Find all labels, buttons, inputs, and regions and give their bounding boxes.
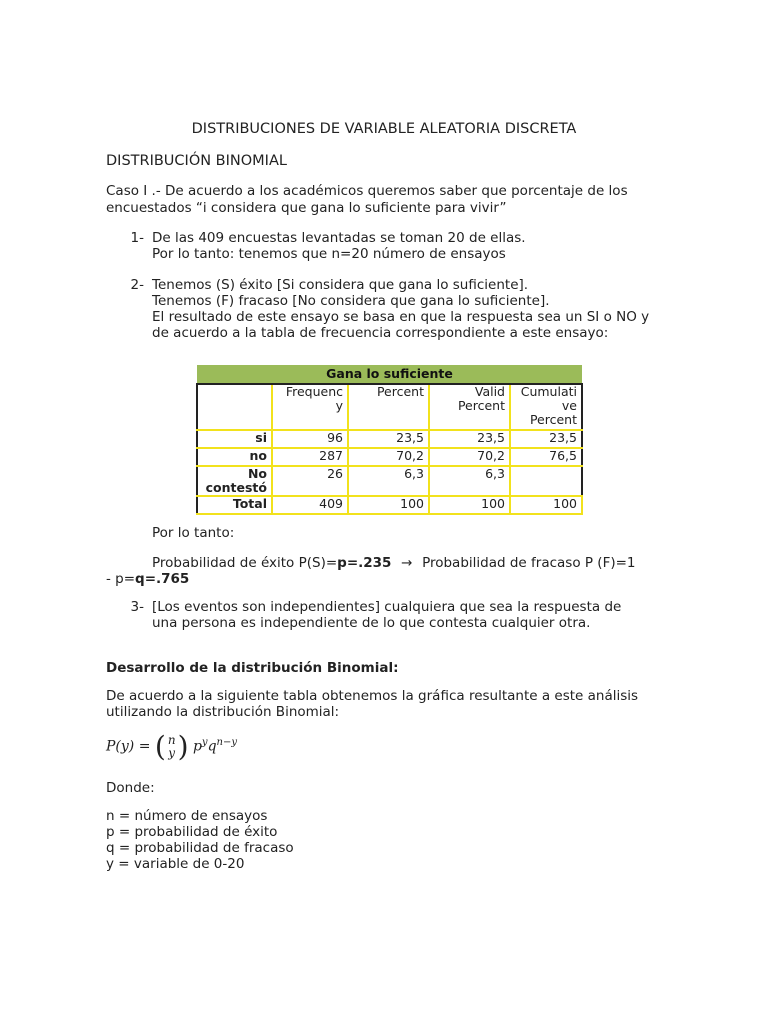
formula-p-exponent: y [201, 736, 208, 748]
item-2-line-1: Tenemos (S) éxito [Si considera que gana lo suficiente]. [152, 277, 529, 293]
table-row [197, 496, 582, 514]
binomial-formula [106, 730, 237, 763]
item-2-number: 2- [130, 277, 144, 293]
item-3-line-2: una persona es independiente de lo que contesta cualquier otra. [152, 615, 591, 631]
table-row-label: Total [197, 496, 272, 514]
table-cell: 409 [272, 496, 348, 514]
item-3-line-1: [Los eventos son independientes] cualquiera que sea la respuesta de [152, 599, 622, 615]
table-row-label: no [197, 448, 272, 466]
table-cell: 23,5 [429, 430, 510, 448]
table-row [197, 448, 582, 466]
arrow-right-icon: → [401, 555, 413, 571]
formula-paren-right: ) [177, 730, 189, 763]
prob-failure-label: Probabilidad de fracaso P (F)=1 [422, 555, 636, 571]
prob-failure-prefix: - p= [106, 571, 136, 587]
table-cell [510, 466, 582, 496]
probability-failure-line [106, 571, 189, 587]
definition-item: y = variable de 0-20 [106, 856, 245, 872]
table-header-cell: Valid Percent [429, 384, 510, 430]
formula-p: p [192, 738, 202, 755]
formula-lhs: P(y) = [106, 738, 151, 755]
formula-n: n [167, 732, 176, 747]
item-2-line-2: Tenemos (F) fracaso [No considera que gana lo suficiente]. [152, 293, 550, 309]
item-1-line-1: De las 409 encuestas levantadas se toman 20 de ellas. [152, 230, 526, 246]
section-heading-desarrollo: Desarrollo de la distribución Binomial: [106, 660, 399, 676]
table-cell: 70,2 [348, 448, 429, 466]
desc-line-2: utilizando la distribución Binomial: [106, 704, 340, 720]
table-caption: Gana lo suficiente [197, 365, 582, 384]
table-row [197, 430, 582, 448]
table-cell: 23,5 [348, 430, 429, 448]
table-cell: 76,5 [510, 448, 582, 466]
table-cell: 287 [272, 448, 348, 466]
table-cell: 100 [510, 496, 582, 514]
table-cell: 6,3 [348, 466, 429, 496]
caso-line-1: Caso I .- De acuerdo a los académicos queremos saber que porcentaje de los [106, 183, 628, 199]
table-row-label: No contestó [197, 466, 272, 496]
table-cell: 6,3 [429, 466, 510, 496]
definition-item: p = probabilidad de éxito [106, 824, 278, 840]
definition-item: n = número de ensayos [106, 808, 268, 824]
item-2-line-3: El resultado de este ensayo se basa en que la respuesta sea un SI o NO y [152, 309, 650, 325]
formula-y: y [168, 745, 176, 760]
item-1-line-2: Por lo tanto: tenemos que n=20 número de ensayos [152, 246, 506, 262]
table-cell: 100 [429, 496, 510, 514]
table-cell: 26 [272, 466, 348, 496]
prob-failure-value: q=.765 [135, 571, 190, 587]
caso-line-2: encuestados “i considera que gana lo suficiente para vivir” [106, 200, 507, 216]
item-2-line-4: de acuerdo a la tabla de frecuencia correspondiente a este ensayo: [152, 325, 609, 341]
formula-binomial-coefficient [168, 734, 176, 760]
table-row-label: si [197, 430, 272, 448]
formula-paren-left: ( [154, 730, 166, 763]
table-header-cell: Frequenc y [272, 384, 348, 430]
por-lo-tanto: Por lo tanto: [152, 525, 235, 541]
section-heading-binomial: DISTRIBUCIÓN BINOMIAL [106, 153, 287, 169]
table-header-cell [197, 384, 272, 430]
table-cell: 23,5 [510, 430, 582, 448]
table-cell: 70,2 [429, 448, 510, 466]
probability-line [152, 555, 636, 571]
item-3-number: 3- [130, 599, 144, 615]
table-cell: 96 [272, 430, 348, 448]
prob-success-label: Probabilidad de éxito P(S)= [152, 555, 338, 571]
desc-line-1: De acuerdo a la siguiente tabla obtenemos la gráfica resultante a este análisis [106, 688, 639, 704]
formula-q: q [207, 738, 217, 755]
formula-q-exponent: n−y [216, 736, 238, 748]
frequency-table [196, 365, 583, 515]
table-header-cell: Cumulati ve Percent [510, 384, 582, 430]
donde-label: Donde: [106, 780, 155, 796]
table-cell: 100 [348, 496, 429, 514]
definition-item: q = probabilidad de fracaso [106, 840, 294, 856]
page-title: DISTRIBUCIONES DE VARIABLE ALEATORIA DISCRETA [191, 121, 577, 137]
item-1-number: 1- [130, 230, 144, 246]
table-header-cell: Percent [348, 384, 429, 430]
table-row [197, 466, 582, 496]
prob-success-value: p=.235 [337, 555, 392, 571]
